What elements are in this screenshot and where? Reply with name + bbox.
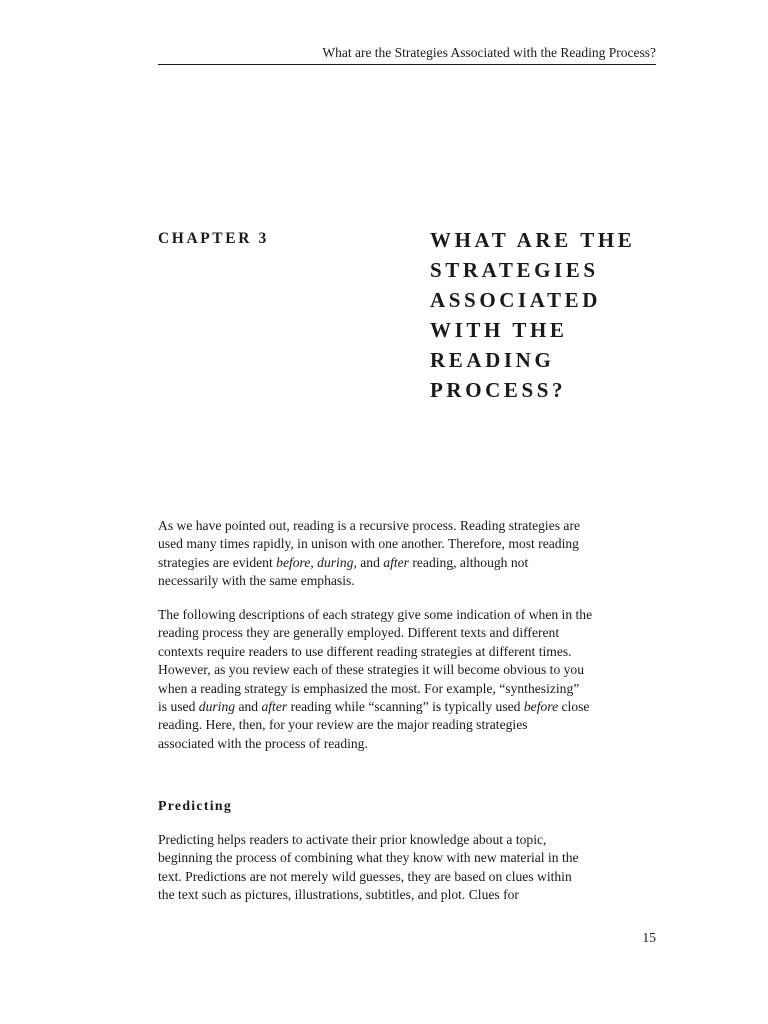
text-run: reading, although not: [408, 554, 529, 570]
chapter-title-line: STRATEGIES: [430, 258, 599, 282]
text-line: [158, 698, 658, 716]
text-line: reading. Here, then, for your review are the major reading strategies: [158, 717, 528, 733]
text-line: text. Predictions are not merely wild guesses, they are based on clues within: [158, 868, 572, 884]
text-line: necessarily with the same emphasis.: [158, 573, 355, 589]
predicting-paragraph: [158, 831, 658, 905]
chapter-title-line: WITH THE: [430, 318, 568, 342]
text-line: reading process they are generally employed. Different texts and different: [158, 625, 560, 641]
chapter-title-line: WHAT ARE THE: [430, 228, 636, 252]
text-run: and: [235, 699, 262, 715]
text-line: beginning the process of combining what they know with new material in the: [158, 850, 579, 866]
text-run: strategies are evident: [158, 554, 277, 570]
chapter-title-line: PROCESS?: [430, 378, 567, 402]
text-run: close: [558, 699, 590, 715]
strategy-overview-paragraph: [158, 606, 658, 753]
text-run: is used: [158, 699, 199, 715]
text-line: when a reading strategy is emphasized the most. For example, “synthesizing”: [158, 680, 580, 696]
chapter-title-line: READING: [430, 348, 555, 372]
running-header: What are the Strategies Associated with the Reading Process?: [322, 45, 656, 60]
chapter-title-line: ASSOCIATED: [430, 288, 601, 312]
text-run: reading while “scanning” is typically used: [287, 699, 524, 715]
text-line: Predicting helps readers to activate their prior knowledge about a topic,: [158, 832, 547, 847]
text-line: However, as you review each of these strategies it will become obvious to you: [158, 662, 585, 678]
emphasis-during: during: [198, 699, 236, 715]
text-run: ,: [310, 554, 318, 570]
emphasis-before: before: [276, 554, 311, 570]
text-line: contexts require readers to use different reading strategies at different times.: [158, 643, 572, 659]
emphasis-during: during: [317, 554, 354, 570]
text-line: As we have pointed out, reading is a recursive process. Reading strategies are: [158, 518, 581, 533]
intro-paragraph: [158, 517, 658, 591]
text-line: The following descriptions of each strategy give some indication of when in the: [158, 607, 593, 622]
emphasis-before: before: [523, 699, 559, 715]
section-heading: Predicting: [158, 798, 233, 813]
chapter-label: CHAPTER 3: [158, 230, 269, 247]
emphasis-after: after: [261, 699, 288, 715]
chapter-title: [430, 225, 680, 405]
text-line: [158, 554, 658, 572]
emphasis-after: after: [383, 554, 409, 570]
page-number: 15: [642, 930, 656, 945]
header-rule: [158, 64, 656, 65]
text-line: used many times rapidly, in unison with one another. Therefore, most reading: [158, 536, 579, 552]
text-run: , and: [353, 554, 384, 570]
text-line: the text such as pictures, illustrations, subtitles, and plot. Clues for: [158, 887, 519, 903]
text-line: associated with the process of reading.: [158, 735, 368, 751]
